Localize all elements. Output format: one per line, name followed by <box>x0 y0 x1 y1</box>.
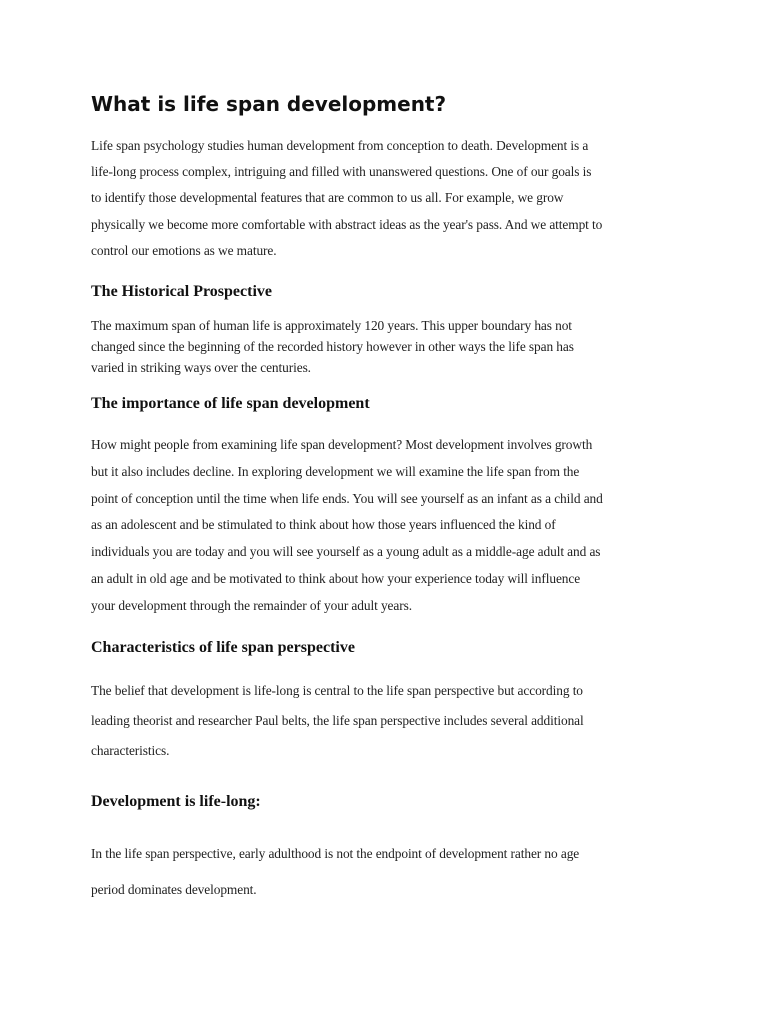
section-heading-life-long: Development is life-long: <box>91 793 261 810</box>
section-heading-historical: The Historical Prospective <box>91 283 272 300</box>
paragraph-line: your development through the remainder of your adult years. <box>91 597 412 613</box>
characteristics-paragraph <box>91 676 686 766</box>
paragraph-line: point of conception until the time when life ends. You will see yourself as an infant as a child and <box>91 490 603 506</box>
paragraph-line: characteristics. <box>91 743 170 758</box>
paragraph-line: varied in striking ways over the centuries. <box>91 359 311 375</box>
section-heading-importance: The importance of life span development <box>91 395 370 412</box>
paragraph-line: period dominates development. <box>91 882 257 897</box>
paragraph-line: physically we become more comfortable with abstract ideas as the year's pass. And we attempt to <box>91 216 603 232</box>
paragraph-line: to identify those developmental features that are common to us all. For example, we grow <box>91 190 564 206</box>
paragraph-line: an adult in old age and be motivated to think about how your experience today will influence <box>91 570 581 586</box>
importance-paragraph <box>91 432 686 620</box>
paragraph-line: How might people from examining life span development? Most development involves growth <box>91 437 593 452</box>
intro-paragraph <box>91 133 686 264</box>
paragraph-line: life-long process complex, intriguing and filled with unanswered questions. One of our goals is <box>91 164 592 180</box>
section-heading-characteristics: Characteristics of life span perspective <box>91 639 355 656</box>
paragraph-line: The belief that development is life-long is central to the life span perspective but according to <box>91 683 583 698</box>
page-title: What is life span development? <box>91 92 447 116</box>
paragraph-line: individuals you are today and you will see yourself as a young adult as a middle-age adult and as <box>91 544 601 560</box>
historical-paragraph <box>91 316 686 378</box>
paragraph-line: leading theorist and researcher Paul belts, the life span perspective includes several additional <box>91 713 584 728</box>
paragraph-line: The maximum span of human life is approximately 120 years. This upper boundary has not <box>91 318 572 333</box>
paragraph-line: In the life span perspective, early adulthood is not the endpoint of development rather no age <box>91 846 580 861</box>
paragraph-line: but it also includes decline. In exploring development we will examine the life span from the <box>91 463 580 479</box>
life-long-paragraph <box>91 836 686 908</box>
paragraph-line: Life span psychology studies human development from conception to death. Development is a <box>91 138 589 153</box>
paragraph-line: as an adolescent and be stimulated to think about how those years influenced the kind of <box>91 517 556 533</box>
paragraph-line: changed since the beginning of the recorded history however in other ways the life span has <box>91 338 574 354</box>
paragraph-line: control our emotions as we mature. <box>91 242 277 258</box>
